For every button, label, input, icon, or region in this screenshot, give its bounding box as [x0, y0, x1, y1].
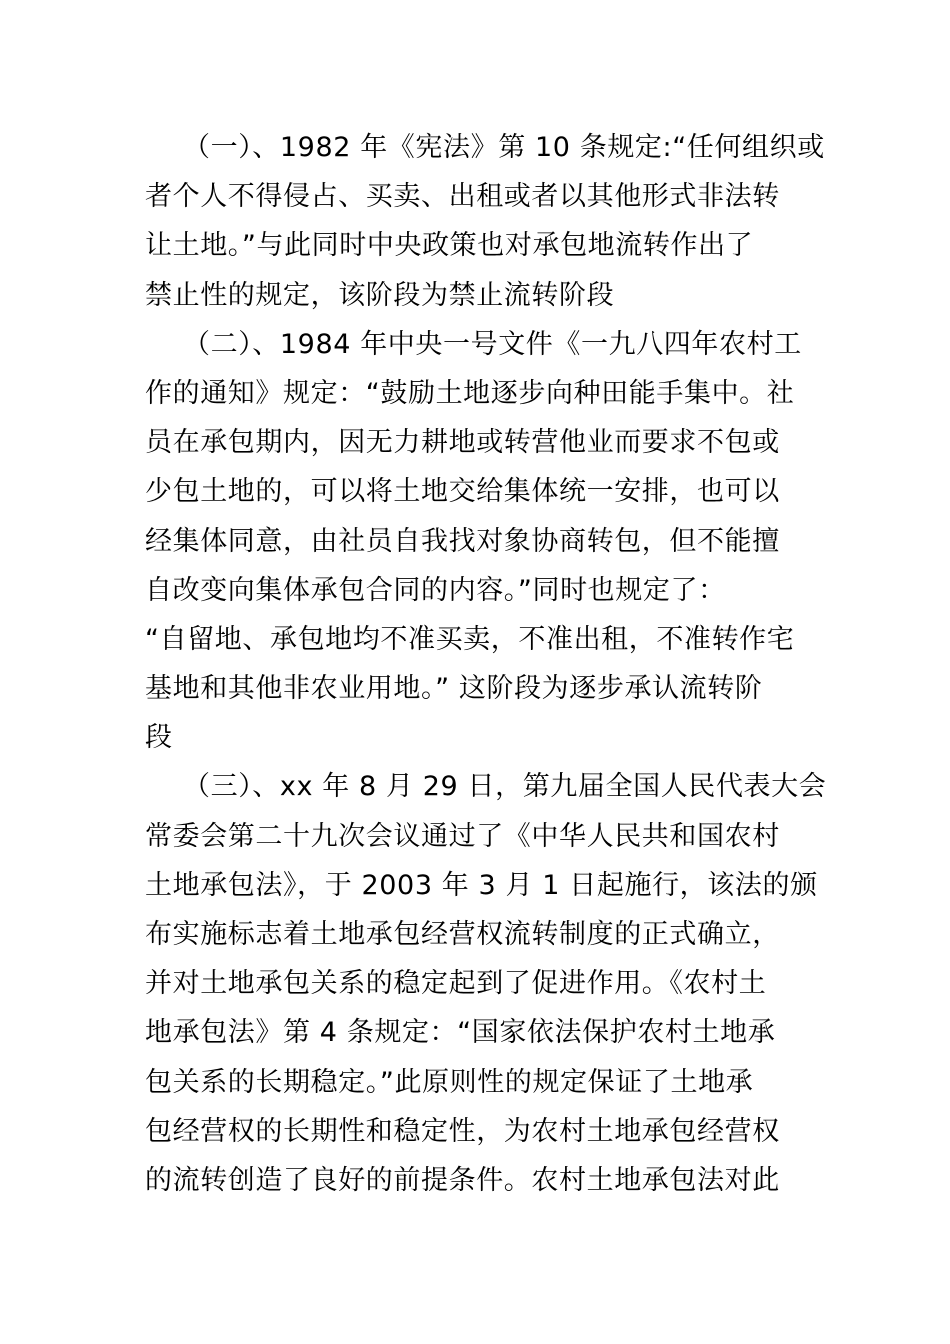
paragraph-line: “自留地、承包地均不准买卖，不准出租，不准转作宅 — [145, 623, 795, 655]
paragraph-line: 土地承包法》，于 2003 年 3 月 1 日起施行，该法的颁 — [145, 869, 818, 901]
paragraph-1 — [145, 123, 825, 320]
paragraph-line: （二）、1984 年中央一号文件《一九八四年农村工 — [183, 328, 802, 360]
paragraph-2 — [145, 320, 809, 763]
paragraph-line: 让土地。”与此同时中央政策也对承包地流转作出了 — [145, 230, 754, 262]
paragraph-line: 包关系的长期稳定。”此原则性的规定保证了土地承 — [145, 1066, 754, 1098]
paragraph-line: （一）、1982 年《宪法》第 10 条规定:“任何组织或 — [183, 132, 825, 163]
paragraph-line: 的流转创造了良好的前提条件。农村土地承包法对此 — [145, 1164, 780, 1196]
paragraph-3 — [145, 762, 827, 1205]
paragraph-line: 者个人不得侵占、买卖、出租或者以其他形式非法转 — [145, 181, 780, 213]
paragraph-line: 经集体同意，由社员自我找对象协商转包，但不能擅 — [145, 525, 780, 557]
paragraph-line: 段 — [145, 722, 173, 754]
paragraph-line: 基地和其他非农业用地。” 这阶段为逐步承认流转阶 — [145, 673, 763, 705]
paragraph-line: 地承包法》第 4 条规定：“国家依法保护农村土地承 — [145, 1017, 776, 1049]
paragraph-line: 禁止性的规定，该阶段为禁止流转阶段 — [145, 279, 615, 311]
paragraph-line: 常委会第二十九次会议通过了《中华人民共和国农村 — [145, 820, 780, 852]
paragraph-line: 员在承包期内，因无力耕地或转营他业而要求不包或 — [145, 427, 780, 459]
paragraph-line: 自改变向集体承包合同的内容。”同时也规定了： — [145, 574, 726, 606]
paragraph-line: 包经营权的长期性和稳定性，为农村土地承包经营权 — [145, 1115, 780, 1147]
document-body — [145, 123, 827, 1205]
paragraph-line: 布实施标志着土地承包经营权流转制度的正式确立， — [145, 919, 780, 950]
paragraph-line: 作的通知》规定：“鼓励土地逐步向种田能手集中。社 — [145, 377, 795, 409]
paragraph-line: 并对土地承包关系的稳定起到了促进作用。《农村土 — [145, 968, 767, 1000]
paragraph-line: （三）、xx 年 8 月 29 日，第九届全国人民代表大会 — [183, 771, 827, 803]
paragraph-line: 少包土地的，可以将土地交给集体统一安排，也可以 — [145, 476, 780, 508]
